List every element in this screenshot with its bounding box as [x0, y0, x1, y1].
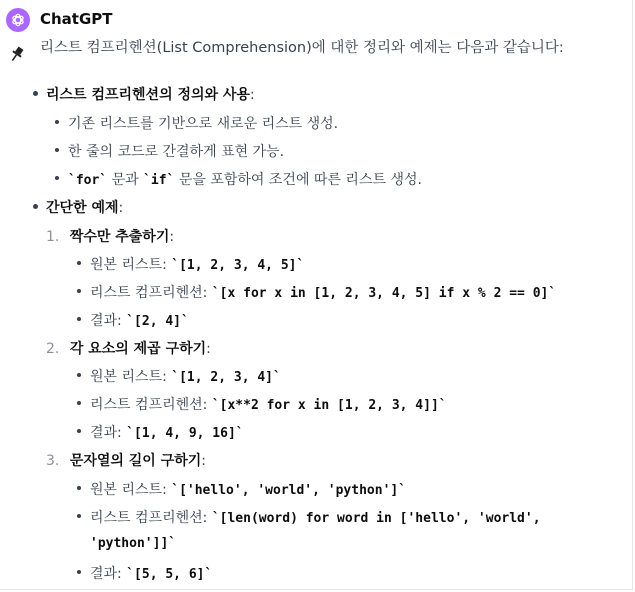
item-label: 결과:: [90, 566, 127, 582]
list-item-continuation: [90, 535, 176, 551]
example-heading: [46, 450, 206, 470]
list-item: [90, 282, 556, 302]
inline-code: `[1, 2, 3, 4]`: [171, 370, 281, 385]
bullet-marker: [33, 204, 38, 209]
item-label: 리스트 컴프리헨션:: [90, 285, 212, 301]
inline-code: `[x for x in [1, 2, 3, 4, 5] if x % 2 == 0]`: [211, 286, 557, 301]
bullet-marker: [55, 176, 59, 180]
list-item: 기존 리스트를 기반으로 새로운 리스트 생성.: [68, 116, 339, 132]
section-title: 간단한 예제: [46, 200, 119, 216]
colon: :: [169, 229, 175, 245]
bullet-marker: [77, 570, 81, 574]
list-item: [90, 310, 189, 330]
item-label: 결과:: [90, 313, 127, 329]
inline-code: `[5, 5, 6]`: [126, 567, 213, 582]
inline-code: `[x**2 for x in [1, 2, 3, 4]]`: [211, 398, 447, 413]
item-label: 원본 리스트:: [90, 482, 172, 498]
list-item: [90, 479, 406, 499]
section-title: 리스트 컴프리헨션의 정의와 사용: [46, 87, 250, 103]
inline-code: `[len(word) for word in ['hello', 'world',: [211, 511, 541, 526]
example-title: 짝수만 추출하기: [69, 229, 170, 245]
item-label: 리스트 컴프리헨션:: [90, 510, 212, 526]
inline-code: `[2, 4]`: [126, 314, 189, 329]
item-label: 원본 리스트:: [90, 257, 172, 273]
inline-code: `['hello', 'world', 'python']`: [171, 483, 407, 498]
bullet-marker: [55, 120, 59, 124]
colon: :: [201, 453, 206, 469]
bullet-marker: [77, 486, 81, 490]
bullet-marker: [77, 317, 81, 321]
section-heading: [46, 84, 255, 104]
list-item: [90, 366, 281, 386]
list-item: [90, 563, 212, 583]
colon: :: [249, 87, 255, 103]
colon: :: [206, 341, 211, 357]
example-heading: [46, 226, 174, 246]
bullet-marker: [77, 261, 81, 265]
list-number: 3.: [46, 453, 60, 469]
list-item: 한 줄의 코드로 간결하게 표현 가능.: [68, 144, 285, 160]
pin-icon[interactable]: [8, 45, 26, 63]
example-title: 문자열의 길이 구하기: [69, 453, 202, 469]
text: 문과: [107, 172, 144, 188]
list-item: [90, 422, 244, 442]
list-item: [90, 254, 304, 274]
bullet-marker: [77, 289, 81, 293]
openai-logo-icon: [6, 8, 30, 32]
inline-code: `for`: [68, 173, 108, 188]
inline-code: `if`: [143, 173, 175, 188]
inline-code: `[1, 4, 9, 16]`: [126, 426, 244, 441]
list-item: [90, 394, 447, 414]
bullet-marker: [33, 91, 38, 96]
inline-code: `[1, 2, 3, 4, 5]`: [171, 258, 305, 273]
bullet-marker: [77, 401, 81, 405]
item-label: 원본 리스트:: [90, 369, 172, 385]
bullet-marker: [77, 514, 81, 518]
author-name: ChatGPT: [40, 10, 113, 28]
item-label: 결과:: [90, 425, 127, 441]
list-item: [68, 169, 422, 189]
item-label: 리스트 컴프리헨션:: [90, 397, 212, 413]
bullet-marker: [77, 429, 81, 433]
colon: :: [118, 200, 124, 216]
text: 문을 포함하여 조건에 따른 리스트 생성.: [174, 172, 422, 188]
intro-text: 리스트 컴프리헨션(List Comprehension)에 대한 정리와 예제는 다음과 같습니다:: [40, 40, 564, 56]
bullet-marker: [55, 148, 59, 152]
list-number: 1.: [46, 229, 60, 245]
example-heading: [46, 338, 211, 358]
list-item: [90, 507, 541, 527]
list-number: 2.: [46, 341, 60, 357]
section-heading: [46, 197, 123, 217]
inline-code: 'python']]`: [90, 536, 177, 551]
bullet-marker: [77, 373, 81, 377]
example-title: 각 요소의 제곱 구하기: [69, 341, 207, 357]
